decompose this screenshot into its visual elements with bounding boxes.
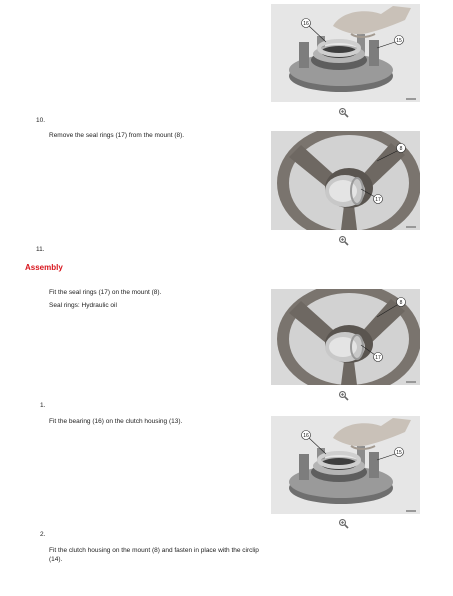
step-number-2: 2. <box>40 531 46 538</box>
lubricant-note: Seal rings: Hydraulic oil <box>49 302 117 309</box>
section-heading-assembly: Assembly <box>25 263 63 272</box>
callout-16: 16 <box>303 21 309 27</box>
mount-illustration <box>271 131 420 230</box>
callout-15: 15 <box>396 38 402 44</box>
figure-clutch-housing-bearing-1 <box>271 4 420 102</box>
magnifier-icon[interactable] <box>338 518 349 529</box>
callout-8: 8 <box>399 300 403 306</box>
callout-8: 8 <box>399 146 403 152</box>
mount-illustration <box>271 289 420 385</box>
step-2-instruction: Fit the clutch housing on the mount (8) and fasten in place with the circlip (14). <box>49 547 259 563</box>
step-1-instruction: Fit the bearing (16) on the clutch housing (13). <box>49 418 183 425</box>
image-reference-mark <box>406 510 416 512</box>
step-number-1: 1. <box>40 402 46 409</box>
step-number-11: 11. <box>36 246 45 253</box>
callout-17: 17 <box>375 355 381 361</box>
callout-16: 16 <box>303 433 309 439</box>
assembly-intro-instruction: Fit the seal rings (17) on the mount (8). <box>49 289 162 296</box>
figure-mount-seal-rings-fit <box>271 289 420 385</box>
image-reference-mark <box>406 226 416 228</box>
figure-clutch-housing-bearing-2 <box>271 416 420 514</box>
callout-17: 17 <box>375 197 381 203</box>
image-reference-mark <box>406 381 416 383</box>
magnifier-icon[interactable] <box>338 390 349 401</box>
callout-15: 15 <box>396 450 402 456</box>
magnifier-icon[interactable] <box>338 107 349 118</box>
clutch-housing-illustration <box>271 4 420 102</box>
step-10-instruction: Remove the seal rings (17) from the mount (8). <box>49 132 185 139</box>
figure-mount-seal-rings-removal <box>271 131 420 230</box>
image-reference-mark <box>406 98 416 100</box>
step-number-10: 10. <box>36 117 46 124</box>
magnifier-icon[interactable] <box>338 235 349 246</box>
clutch-housing-illustration <box>271 416 420 514</box>
